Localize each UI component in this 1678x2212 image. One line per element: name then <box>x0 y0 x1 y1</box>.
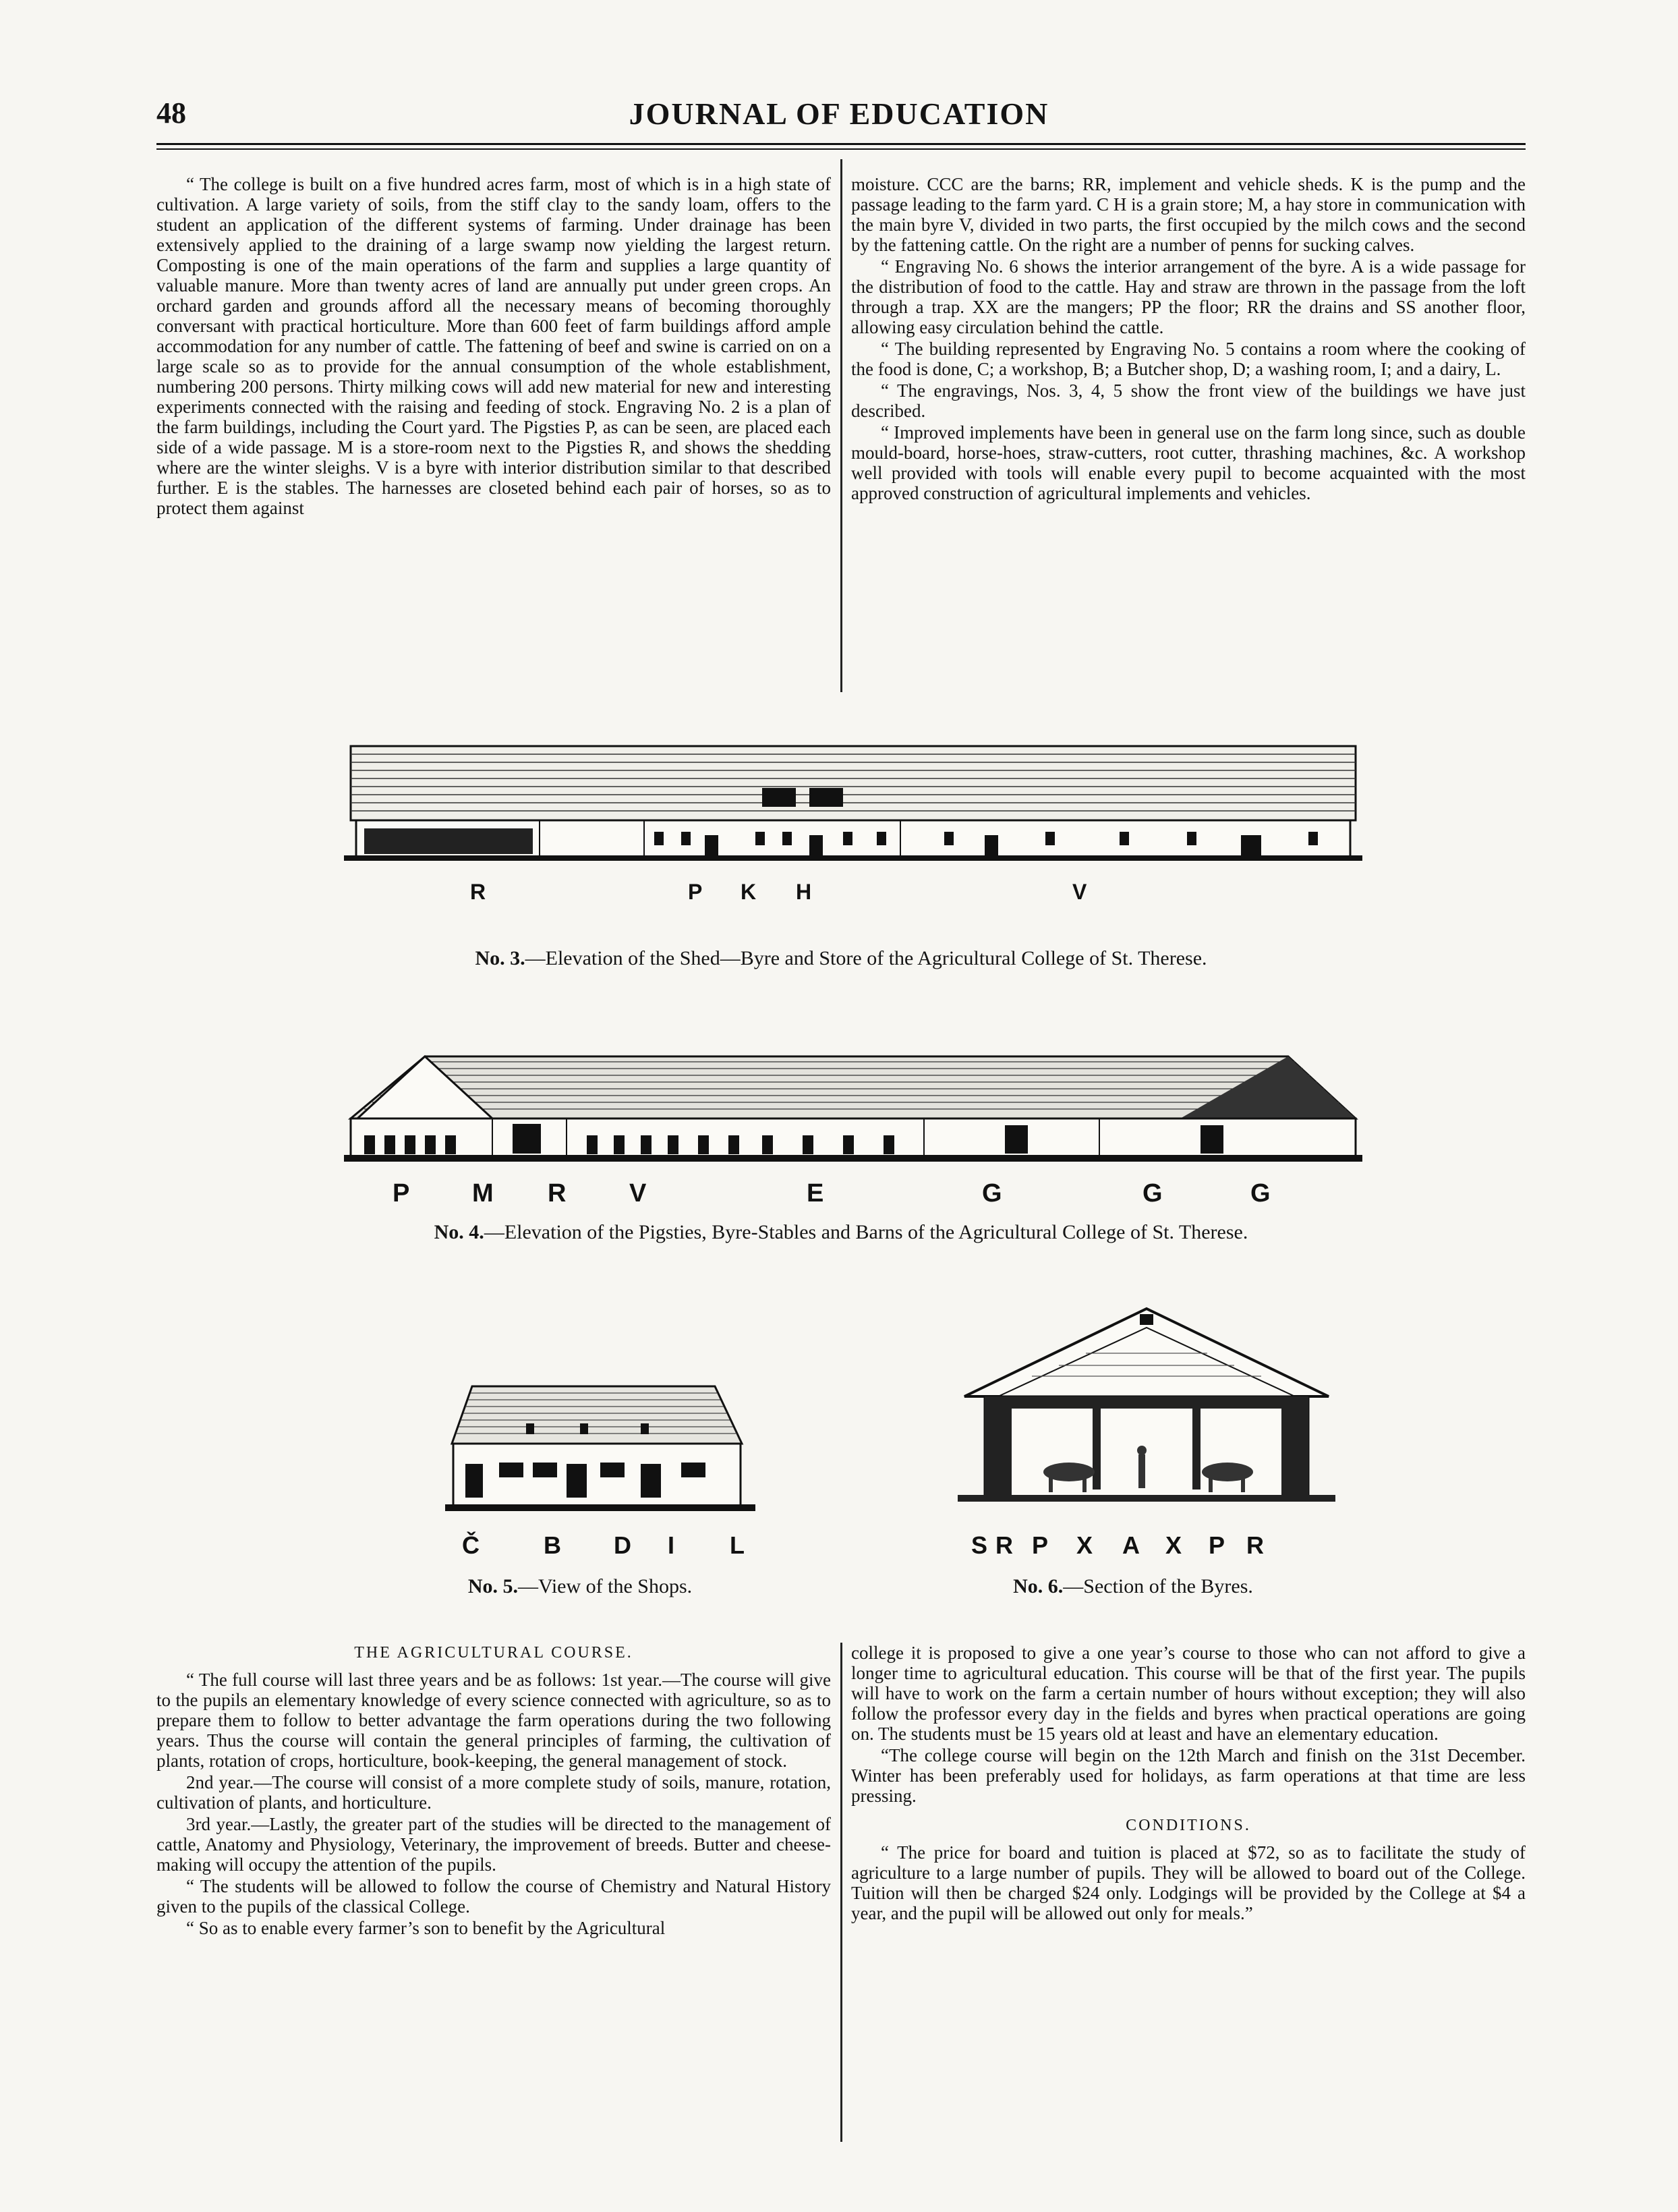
figure-4-letter-g3: G <box>1250 1179 1271 1208</box>
page-number: 48 <box>156 96 186 130</box>
figure-3-letter-v: V <box>1072 880 1087 904</box>
figure-4-letter-g1: G <box>982 1179 1002 1208</box>
top-right-paragraph-4: “ The engravings, Nos. 3, 4, 5 show the front view of the buildings we have just described. <box>851 380 1526 421</box>
figure-5-letter-i: I <box>668 1531 675 1559</box>
section-heading-agricultural-course: THE AGRICULTURAL COURSE. <box>354 1644 633 1662</box>
bottom-column-divider <box>840 1643 842 2142</box>
figure-3-letter-p: P <box>688 880 703 904</box>
figure-4-letter-m: M <box>472 1179 494 1208</box>
figure-3-letter-h: H <box>796 880 812 904</box>
bottom-left-column <box>156 1643 831 1939</box>
figure-6-engraving <box>958 1295 1335 1511</box>
bottom-left-paragraph-3: 3rd year.—Lastly, the greater part of the studies will be directed to the management of cattle, Anatomy and Physiology, Veterinary, the improvement of breeds. Butter and cheese-making will occupy the attention of the pupils. <box>156 1814 831 1875</box>
figure-4-caption <box>156 1221 1526 1244</box>
top-column-divider <box>840 159 842 692</box>
bottom-right-column <box>851 1643 1526 1925</box>
bottom-right-paragraph-1: college it is proposed to give a one year’s course to those who can not afford to give a longer time to agricultural education. This course will be that of the first year. The pupils will have to work on the farm a certain number of hours without exception; they will also follow the professor every day in the fields and byres when practical operations are going on. The students must be 15 years old at least and have an elementary education. <box>851 1643 1526 1744</box>
figure-5-caption <box>378 1575 782 1598</box>
figure-3-letter-r: R <box>470 880 486 904</box>
figure-6-caption-number: No. 6. <box>1013 1575 1064 1597</box>
figure-6-letter-r1: R <box>995 1531 1013 1559</box>
header-rule-top <box>156 143 1526 145</box>
figure-5-engraving <box>445 1363 755 1518</box>
figure-6-caption-text: —Section of the Byres. <box>1063 1575 1253 1597</box>
figure-4-letter-p: P <box>393 1179 410 1208</box>
figure-3-caption-number: No. 3. <box>475 947 525 969</box>
figure-3-caption <box>156 947 1526 970</box>
figure-6-letter-a: A <box>1122 1531 1140 1559</box>
bottom-left-paragraph-4: “ The students will be allowed to follow the course of Chemistry and Natural History given to the pupils of the classical College. <box>156 1876 831 1917</box>
figure-6-caption <box>931 1575 1335 1598</box>
figure-5-caption-text: —View of the Shops. <box>517 1575 693 1597</box>
figure-6-letter-r2: R <box>1246 1531 1264 1559</box>
figure-4-engraving <box>330 1038 1369 1166</box>
figure-4-letter-v: V <box>629 1179 647 1208</box>
figure-4-caption-text: —Elevation of the Pigsties, Byre-Stables and Barns of the Agricultural College of St. Therese. <box>484 1221 1248 1243</box>
figure-6-letter-s: S <box>971 1531 988 1559</box>
top-right-column <box>851 174 1526 505</box>
figure-6-letter-p2: P <box>1209 1531 1225 1559</box>
figure-5-letter-c: Č <box>462 1531 480 1559</box>
bottom-left-paragraph-5: “ So as to enable every farmer’s son to benefit by the Agricultural <box>186 1918 666 1938</box>
figure-4-letter-e: E <box>807 1179 824 1208</box>
figure-5-letter-b: B <box>544 1531 561 1559</box>
figure-3-letter-k: K <box>741 880 757 904</box>
top-right-paragraph-5: “ Improved implements have been in general use on the farm long since, such as double mould-board, horse-hoes, straw-cutters, root cutter, thrashing machines, &c. A workshop well provided with tools will enable every pupil to become acquainted with the most approved construction of agricultural implements and vehicles. <box>851 422 1526 503</box>
figure-5-caption-number: No. 5. <box>467 1575 518 1597</box>
top-right-paragraph-3: “ The building represented by Engraving No. 5 contains a room where the cooking of the food is done, C; a workshop, B; a Butcher shop, D; a washing room, I; and a dairy, L. <box>851 339 1526 379</box>
figure-3-caption-text: —Elevation of the Shed—Byre and Store of the Agricultural College of St. Therese. <box>525 947 1207 969</box>
top-left-column <box>156 174 831 519</box>
top-left-paragraph: “ The college is built on a five hundred acres farm, most of which is in a high state of cultivation. A large variety of soils, from the stiff clay to the sandy loam, offers to the student an application of the different systems of farming. Under drainage has been extensively applied to the draining of a large swamp now yielding the largest return. Composting is one of the main operations of the farm and supplies a large quantity of valuable manure. More than twenty acres of land are annually put under green crops. An orchard garden and grounds afford all the necessary means of becoming thoroughly conversant with practical horticulture. More than 600 feet of farm buildings afford ample accommodation for any number of cattle. The fattening of beef and swine is carried on on a large scale so as to provide for the annual consumption of the whole establishment, numbering 200 persons. Thirty milking cows will add new material for new and interesting experiments connected with the raising and feeding of stock. Engraving No. 2 is a plan of the farm buildings, including the Court yard. The Pigsties P, as can be seen, are placed each side of a wide passage. M is a store-room next to the Pigsties R, and shows the shedding where are the winter sleighs. V is a byre with interior distribution similar to that described further. E is the stables. The harnesses are closeted behind each pair of horses, so as to protect them against <box>156 174 831 518</box>
figure-5-letter-l: L <box>730 1531 745 1559</box>
figure-4-caption-number: No. 4. <box>434 1221 484 1243</box>
header-rule-bottom <box>156 148 1526 150</box>
figure-4-letter-g2: G <box>1142 1179 1163 1208</box>
figure-5-letter-d: D <box>614 1531 631 1559</box>
running-head: JOURNAL OF EDUCATION <box>629 96 1049 131</box>
bottom-right-paragraph-2: “The college course will begin on the 12th March and finish on the 31st December. Winter has been preferably used for holidays, as farm operations at that time are less pressing. <box>851 1745 1526 1806</box>
bottom-left-paragraph-1: “ The full course will last three years and be as follows: 1st year.—The course will give to the pupils an elementary knowledge of every science connected with agriculture, so as to prepare them to follow to better advantage the farm operations during the two following years. Thus the course will contain the general principles of farming, the cultivation of plants, rotation of crops, horticulture, book-keeping, the general management of stock. <box>156 1670 831 1771</box>
figure-3-engraving <box>337 741 1369 862</box>
figure-6-letter-x1: X <box>1076 1531 1093 1559</box>
top-right-paragraph-2: “ Engraving No. 6 shows the interior arrangement of the byre. A is a wide passage for the distribution of food to the cattle. Hay and straw are thrown in the passage from the loft through a trap. XX are the mangers; PP the floor; RR the drains and SS another floor, allowing easy circulation behind the cattle. <box>851 256 1526 337</box>
figure-6-letter-p1: P <box>1032 1531 1049 1559</box>
bottom-right-paragraph-3: “ The price for board and tuition is placed at $72, so as to facilitate the study of agriculture to a large number of pupils. They will be allowed to board out of the College. Tuition will then be charged $24 only. Lodgings will be provided by the College at $4 a year, and the pupil will be allowed out only for meals.” <box>851 1842 1526 1923</box>
figure-4-letter-r: R <box>548 1179 567 1208</box>
section-heading-conditions: CONDITIONS. <box>1126 1817 1251 1834</box>
figure-6-letter-x2: X <box>1165 1531 1182 1559</box>
bottom-left-paragraph-2: 2nd year.—The course will consist of a more complete study of soils, manure, rotation, cultivation of plants, and horticulture. <box>156 1772 831 1813</box>
top-right-paragraph-1: moisture. CCC are the barns; RR, implement and vehicle sheds. K is the pump and the passage leading to the farm yard. C H is a grain store; M, a hay store in communication with the main byre V, divided in two parts, the first occupied by the milch cows and the second by the fattening cattle. On the right are a number of penns for sucking calves. <box>851 174 1526 255</box>
